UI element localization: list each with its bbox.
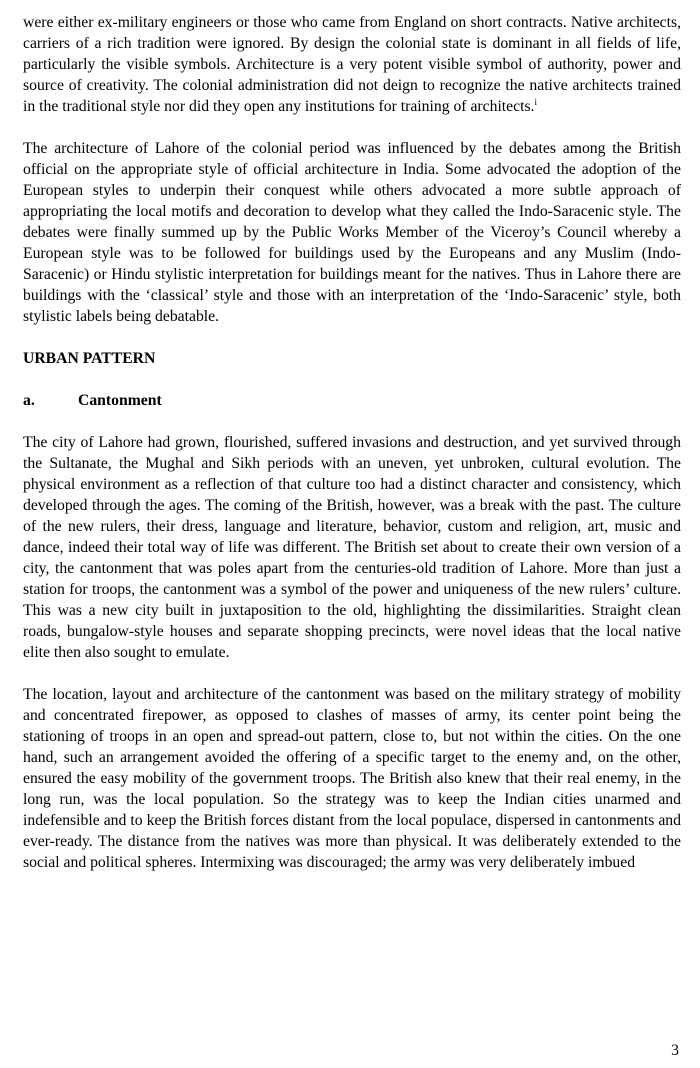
body-paragraph-2: The architecture of Lahore of the colonial period was influenced by the debates among the British official on the appropriate style of official architecture in India. Some advocated the adoption of the European styles to underpin their conquest while others advocated a more subtle approach of appropriating the local motifs and decoration to develop what they called the Indo-Saracenic style. The debates were finally summed up by the Public Works Member of the Viceroy’s Council whereby a European style was to be followed for buildings used by the Europeans and any Muslim (Indo-Saracenic) or Hindu stylistic interpretation for buildings meant for the natives. Thus in Lahore there are buildings with the ‘classical’ style and those with an interpretation of the ‘Indo-Saracenic’ style, both stylistic labels being debatable. xyxy=(23,140,681,325)
paragraph-1-text: were either ex-military engineers or those who came from England on short contracts. Native architects, carriers of a rich tradition were ignored. By design the colonial state is dominant in all fields of life, particularly the visible symbols. Architecture is a very potent visible symbol of authority, power and source of creativity. The colonial administration did not deign to recognize the native architects trained in the traditional style nor did they open any institutions for training of architects. xyxy=(23,14,681,115)
document-page xyxy=(23,12,681,894)
subsection-label: a. xyxy=(23,392,35,409)
body-paragraph-1 xyxy=(23,12,681,117)
section-heading: URBAN PATTERN xyxy=(23,350,156,367)
subsection-heading xyxy=(23,390,681,411)
page-number: 3 xyxy=(671,1042,679,1059)
body-paragraph-4: The location, layout and architecture of the cantonment was based on the military strategy of mobility and concentrated firepower, as opposed to clashes of masses of army, its center point being the stationing of troops in an open and spread-out pattern, close to, but not within the cities. On the one hand, such an arrangement avoided the offering of a specific target to the enemy and, on the other, ensured the easy mobility of the government troops. The British also knew that their real enemy, in the long run, was the local population. So the strategy was to keep the Indian cities unarmed and indefensible and to keep the British forces distant from the local populace, dispersed in cantonments and ever-ready. The distance from the natives was more than physical. It was deliberately extended to the social and political spheres. Intermixing was discouraged; the army was very deliberately imbued xyxy=(23,686,681,871)
body-paragraph-3: The city of Lahore had grown, flourished, suffered invasions and destruction, and yet survived through the Sultanate, the Mughal and Sikh periods with an uneven, yet unbroken, cultural evolution. The physical environment as a reflection of that culture too had a distinct character and consistency, which developed through the ages. The coming of the British, however, was a break with the past. The culture of the new rulers, their dress, language and literature, behavior, custom and religion, art, music and dance, indeed their total way of life was different. The British set about to create their own version of a city, the cantonment that was poles apart from the centuries-old tradition of Lahore. More than just a station for troops, the cantonment was a symbol of the power and uniqueness of the new rulers’ culture. This was a new city built in juxtaposition to the old, highlighting the dissimilarities. Straight clean roads, bungalow-style houses and separate shopping precincts, were novel ideas that the local native elite then also sought to emulate. xyxy=(23,434,681,661)
footnote-marker: i xyxy=(534,96,537,107)
subsection-title: Cantonment xyxy=(78,392,162,409)
